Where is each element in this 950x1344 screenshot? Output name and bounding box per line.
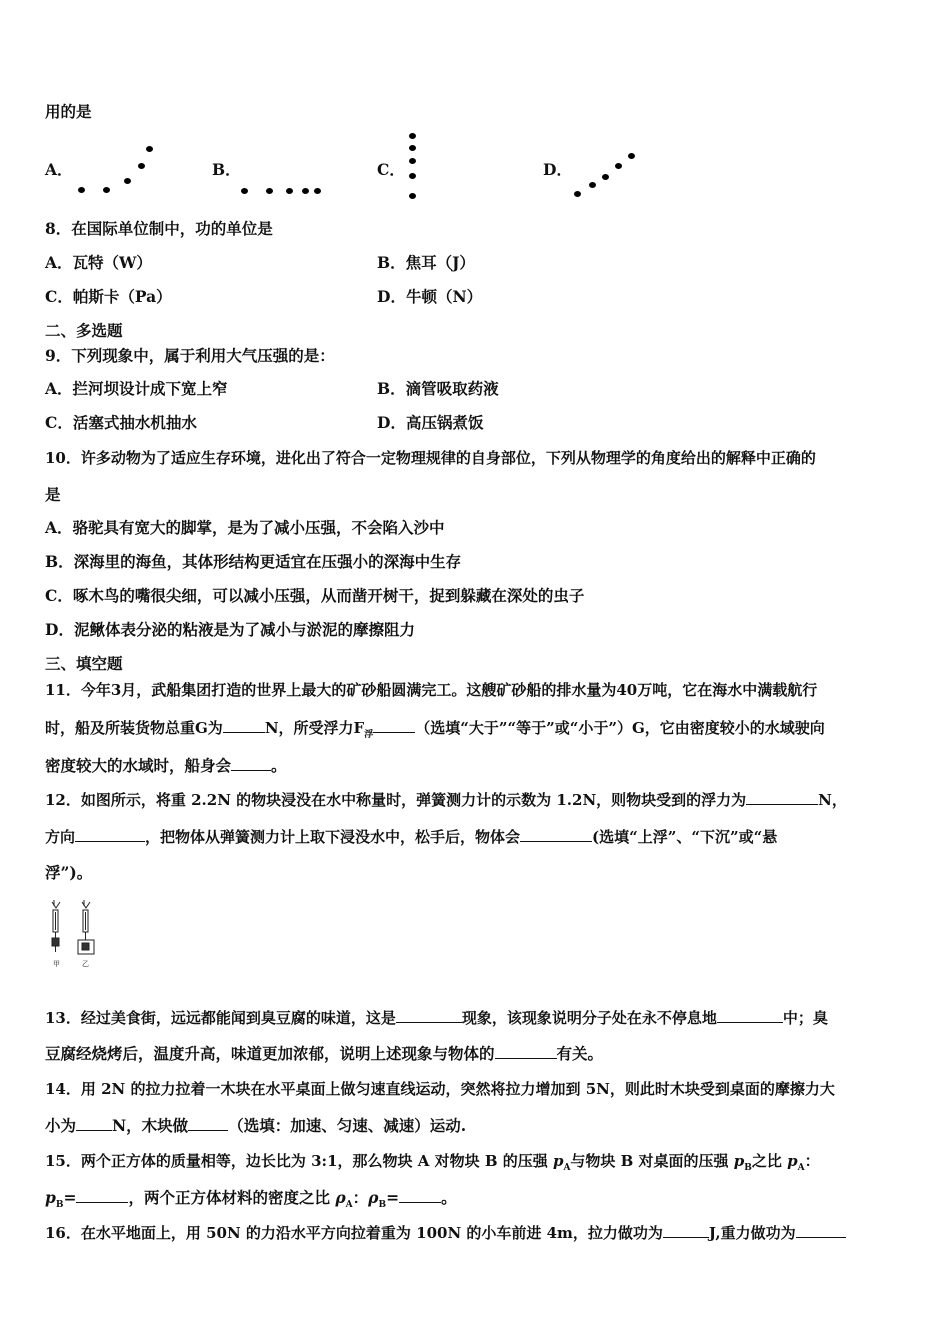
blank[interactable]: [399, 1187, 441, 1203]
figure-label-jia: 甲: [53, 960, 60, 968]
blank[interactable]: [796, 1222, 846, 1238]
blank[interactable]: [75, 826, 145, 842]
q9-option-a: A．拦河坝设计成下宽上窄: [45, 379, 228, 398]
q7-option-b-label: B．: [212, 160, 241, 179]
question-14-line1: 14．用 2N 的拉力拉着一木块在水平桌面上做匀速直线运动，突然将拉力增加到 5N，则此时木块受到桌面的摩擦力大: [45, 1080, 835, 1098]
q10-option-a: A．骆驼具有宽大的脚掌，是为了减小压强，不会陷入沙中: [45, 518, 445, 537]
question-12-line2: 方向 ，把物体从弹簧测力计上取下浸没水中，松手后，物体会 (选填“上浮”、“下沉”或“悬: [45, 828, 778, 846]
section-heading-multiple-choice: 二、多选题: [45, 321, 123, 340]
section-heading-fill-in: 三、填空题: [45, 654, 123, 673]
blank[interactable]: [76, 1115, 112, 1131]
q8-option-d: D．牛顿（N）: [377, 287, 483, 306]
blank[interactable]: [663, 1222, 709, 1238]
question-11-line2: 时，船及所装货物总重G为 N，所受浮力$F_浮$ （选填“大于”“等于”或“小于”）G，它由密度较小的水域驶向: [45, 719, 825, 740]
question-11-line3: 密度较大的水域时，船身会 。: [45, 756, 287, 775]
question-13-line2: 豆腐经烧烤后，温度升高，味道更加浓郁，说明上述现象与物体的 有关。: [45, 1044, 604, 1063]
blank[interactable]: [231, 755, 271, 771]
blank[interactable]: [495, 1043, 557, 1059]
question-12-line1: 12．如图所示，将重 2.2N 的物块浸没在水中称量时，弹簧测力计的示数为 1.2N，则物块受到的浮力为 N，: [45, 791, 847, 809]
question-13-line1: 13．经过美食街，远远都能闻到臭豆腐的味道，这是 现象，该现象说明分子处在永不停息地 中；臭: [45, 1009, 828, 1027]
q7-option-a-label: A．: [45, 160, 73, 179]
question-8-stem: 8．在国际单位制中，功的单位是: [45, 219, 273, 238]
q9-option-c: C．活塞式抽水机抽水: [45, 413, 197, 432]
blank[interactable]: [520, 826, 592, 842]
question-16-line1: 16．在水平地面上，用 50N 的力沿水平方向拉着重为 100N 的小车前进 4m，拉力做功为 J,重力做功为: [45, 1222, 846, 1243]
question-15-line2: $p_B=$ ，两个正方体材料的密度之比 $\rho_A$：$\rho_B=$ 。: [45, 1188, 457, 1211]
question-9-stem: 9．下列现象中，属于利用大气压强的是：: [45, 346, 335, 365]
blank[interactable]: [188, 1115, 228, 1131]
question-7-stem-fragment: 用的是: [45, 102, 92, 121]
figure-label-yi: 乙: [82, 960, 89, 968]
q9-option-b: B．滴管吸取药液: [377, 379, 499, 398]
blank[interactable]: [717, 1007, 783, 1023]
spring-scale-figure: [44, 898, 110, 970]
blank[interactable]: [76, 1187, 128, 1203]
q7-option-d-label: D．: [543, 160, 572, 179]
question-11-line1: 11．今年3月，武船集团打造的世界上最大的矿砂船圆满完工。这艘矿砂船的排水量为40万吨，它在海水中满载航行: [45, 681, 818, 699]
q9-option-d: D．高压锅煮饭: [377, 413, 484, 432]
question-14-line2: 小为 N，木块做 （选填：加速、匀速、减速）运动.: [45, 1116, 467, 1135]
q10-option-d: D．泥鳅体表分泌的粘液是为了减小与淤泥的摩擦阻力: [45, 620, 415, 639]
q8-option-b: B．焦耳（J）: [377, 253, 475, 272]
question-15-line1: 15．两个正方体的质量相等，边长比为 3:1，那么物块 A 对物块 B 的压强 $p_A$与物块 B 对桌面的压强 $p_B$之比 $p_A$：: [45, 1152, 820, 1173]
blank[interactable]: [223, 717, 265, 733]
q7-option-c-label: C．: [377, 160, 405, 179]
blank[interactable]: [746, 789, 818, 805]
q10-option-b: B．深海里的海鱼，其体形结构更适宜在压强小的深海中生存: [45, 552, 462, 571]
q10-option-c: C．啄木鸟的嘴很尖细，可以减小压强，从而凿开树干，捉到躲藏在深处的虫子: [45, 586, 585, 605]
q8-option-c: C．帕斯卡（Pa）: [45, 287, 172, 306]
question-12-line3: 浮”)。: [45, 863, 93, 882]
question-10-stem-line1: 10．许多动物为了适应生存环境，进化出了符合一定物理规律的自身部位，下列从物理学的角度给出的解释中正确的: [45, 449, 816, 467]
question-10-stem-line2: 是: [45, 485, 61, 504]
q8-option-a: A．瓦特（W）: [45, 253, 152, 272]
blank[interactable]: [373, 717, 415, 733]
blank[interactable]: [396, 1007, 462, 1023]
